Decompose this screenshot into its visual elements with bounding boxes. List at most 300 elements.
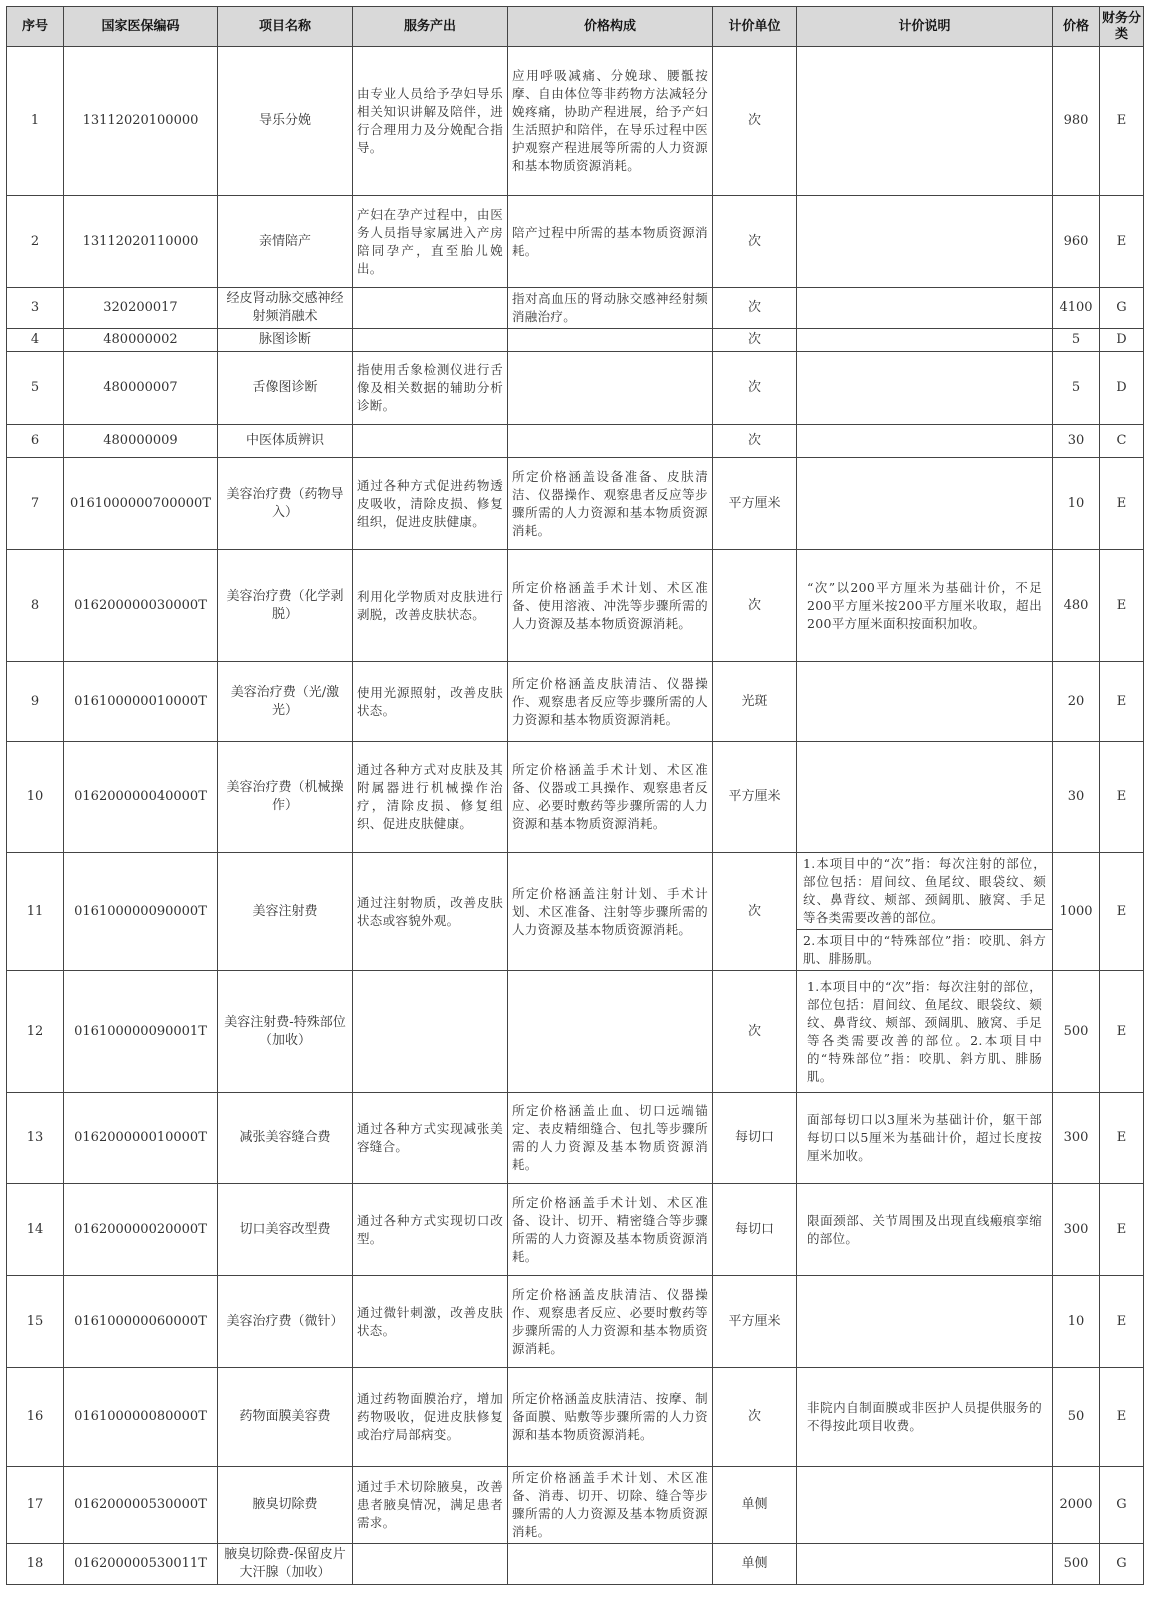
cell-category	[1100, 352, 1144, 425]
cell-idx	[7, 329, 64, 352]
cell-output	[353, 196, 508, 288]
cell-price	[1053, 288, 1100, 329]
cell-idx-text: 7	[30, 495, 40, 511]
cell-category	[1100, 1276, 1144, 1368]
cell-category	[1100, 853, 1144, 971]
cell-composition-text: 所定价格涵盖注射计划、手术计划、术区准备、注射等步骤所需的人力资源及基本物质资源消耗。	[512, 885, 708, 937]
cell-composition-text: 所定价格涵盖手术计划、术区准备、仪器或工具操作、观察患者反应、必要时敷药等步骤所需的人力资源和基本物质资源消耗。	[512, 762, 708, 831]
table-header-row	[7, 7, 1144, 47]
cell-unit	[713, 288, 797, 329]
cell-price	[1053, 458, 1100, 550]
cell-category-text: E	[1116, 113, 1127, 128]
cell-note	[797, 352, 1053, 425]
cell-name	[218, 742, 353, 853]
cell-unit	[713, 971, 797, 1093]
cell-idx-text: 16	[26, 1409, 44, 1424]
cell-code	[64, 1368, 218, 1467]
cell-note	[797, 1544, 1053, 1585]
cell-price	[1053, 47, 1100, 196]
cell-category-text: G	[1116, 1556, 1127, 1571]
header-price: 价格	[1053, 7, 1100, 47]
cell-code	[64, 550, 218, 662]
cell-output	[353, 1093, 508, 1184]
cell-output-text: 通过各种方式实现减张美容缝合。	[357, 1121, 503, 1154]
table-row	[7, 196, 1144, 288]
cell-category-text: E	[1116, 1313, 1127, 1329]
cell-price	[1053, 1544, 1100, 1585]
cell-output	[353, 971, 508, 1093]
cell-unit	[713, 1184, 797, 1276]
cell-name-text: 脉图诊断	[258, 332, 311, 347]
cell-price-text: 300	[1063, 1221, 1089, 1237]
cell-composition-text: 所定价格涵盖止血、切口远端锚定、表皮精细缝合、包扎等步骤所需的人力资源及基本物质资源消耗。	[512, 1103, 708, 1172]
cell-composition-text: 所定价格涵盖皮肤清洁、按摩、制备面膜、贴敷等步骤所需的人力资源和基本物质资源消耗。	[512, 1391, 708, 1442]
cell-note	[797, 47, 1053, 196]
cell-output	[353, 352, 508, 425]
cell-output	[353, 1276, 508, 1368]
cell-unit	[713, 458, 797, 550]
cell-name	[218, 550, 353, 662]
cell-idx-text: 15	[26, 1313, 44, 1329]
cell-note	[797, 425, 1053, 458]
cell-code-text: 016100000090001T	[74, 1023, 207, 1039]
cell-price-text: 960	[1063, 233, 1089, 249]
cell-composition	[508, 1276, 713, 1368]
cell-idx	[7, 1368, 64, 1467]
cell-composition	[508, 196, 713, 288]
cell-idx	[7, 550, 64, 662]
cell-output	[353, 288, 508, 329]
cell-unit	[713, 329, 797, 352]
cell-unit	[713, 662, 797, 742]
cell-name	[218, 1184, 353, 1276]
cell-code-text: 480000007	[103, 380, 178, 395]
table-row	[7, 1093, 1144, 1184]
cell-category	[1100, 971, 1144, 1093]
cell-code	[64, 742, 218, 853]
cell-code	[64, 1184, 218, 1276]
cell-unit	[713, 352, 797, 425]
cell-output	[353, 425, 508, 458]
cell-price	[1053, 425, 1100, 458]
cell-code	[64, 458, 218, 550]
cell-idx-text: 12	[26, 1023, 44, 1039]
cell-unit	[713, 1276, 797, 1368]
note-text: 1.本项目中的“次”指：每次注射的部位，部位包括：眉间纹、鱼尾纹、眼袋纹、颏纹、鼻背纹、颊部、颈阔肌、腋窝、手足等各类需要改善的部位。2.本项目中的“特殊部位”指：咬肌、斜方肌、腓肠肌。	[807, 978, 1042, 1084]
cell-category-text: E	[1116, 233, 1127, 249]
cell-price-text: 980	[1063, 113, 1089, 128]
table-row	[7, 425, 1144, 458]
cell-note	[797, 196, 1053, 288]
cell-category-text: E	[1116, 1130, 1127, 1145]
cell-code-text: 016100000090000T	[74, 903, 207, 919]
cell-price-text: 480	[1063, 597, 1089, 613]
cell-composition	[508, 288, 713, 329]
cell-category-text: G	[1116, 300, 1127, 315]
cell-output-text: 利用化学物质对皮肤进行剥脱，改善皮肤状态。	[357, 588, 503, 622]
cell-name	[218, 1467, 353, 1544]
table-row	[7, 1368, 1144, 1467]
cell-idx-text: 6	[30, 433, 40, 448]
cell-idx-text: 18	[26, 1556, 44, 1571]
cell-name-text: 美容注射费-特殊部位（加收）	[224, 1014, 346, 1048]
cell-code-text: 016200000530011T	[74, 1556, 207, 1571]
cell-code	[64, 288, 218, 329]
table-row	[7, 1467, 1144, 1544]
cell-composition	[508, 1184, 713, 1276]
cell-category-text: E	[1116, 1221, 1127, 1237]
cell-category	[1100, 288, 1144, 329]
cell-output-text: 由专业人员给予孕妇导乐相关知识讲解及陪伴，进行合理用力及分娩配合指导。	[357, 86, 503, 155]
cell-code-text: 016200000020000T	[74, 1221, 207, 1237]
cell-unit-text: 每切口	[734, 1221, 774, 1237]
cell-idx-text: 11	[26, 903, 44, 919]
cell-idx	[7, 742, 64, 853]
cell-category-text: E	[1116, 903, 1127, 919]
header-unit: 计价单位	[713, 7, 797, 47]
cell-category	[1100, 425, 1144, 458]
cell-code-text: 13112020100000	[82, 113, 199, 128]
header-code: 国家医保编码	[64, 7, 218, 47]
cell-category	[1100, 1093, 1144, 1184]
cell-output	[353, 550, 508, 662]
cell-price-text: 20	[1067, 693, 1085, 709]
cell-price	[1053, 662, 1100, 742]
cell-name-text: 腋臭切除费-保留皮片大汗腺（加收）	[224, 1547, 346, 1580]
cell-name	[218, 425, 353, 458]
cell-idx	[7, 196, 64, 288]
cell-idx	[7, 1093, 64, 1184]
cell-price	[1053, 1184, 1100, 1276]
cell-category-text: E	[1116, 1409, 1127, 1424]
cell-composition	[508, 329, 713, 352]
cell-code	[64, 1093, 218, 1184]
cell-composition-text: 所定价格涵盖手术计划、术区准备、使用溶液、冲洗等步骤所需的人力资源及基本物质资源消耗。	[512, 579, 708, 631]
cell-output-text: 通过各种方式对皮肤及其附属器进行机械操作治疗，清除皮损、修复组织、促进皮肤健康。	[357, 762, 503, 831]
cell-composition-text: 应用呼吸减痛、分娩球、腰骶按摩、自由体位等非药物方法减轻分娩疼痛，协助产程进展，给予产妇生活照护和陪伴，在导乐过程中医护观察产程进展等所需的人力资源和基本物质资源消耗。	[512, 68, 708, 173]
cell-category-text: C	[1116, 433, 1127, 448]
note-text: “次”以200平方厘米为基础计价，不足200平方厘米按200平方厘米收取，超出200平方厘米面积按面积加收。	[807, 579, 1042, 631]
cell-price-text: 5	[1071, 380, 1081, 395]
cell-unit	[713, 1544, 797, 1585]
table-row	[7, 1184, 1144, 1276]
cell-unit	[713, 196, 797, 288]
cell-price-text: 30	[1067, 789, 1085, 804]
cell-composition-text: 所定价格涵盖皮肤清洁、仪器操作、观察患者反应等步骤所需的人力资源和基本物质资源消耗。	[512, 675, 708, 727]
cell-note	[797, 458, 1053, 550]
cell-price	[1053, 352, 1100, 425]
cell-code-text: 016100000080000T	[74, 1409, 207, 1424]
cell-composition	[508, 352, 713, 425]
cell-name-text: 舌像图诊断	[252, 380, 318, 395]
cell-note	[797, 853, 1053, 971]
cell-code-text: 016200000030000T	[74, 597, 207, 613]
cell-output	[353, 1184, 508, 1276]
header-output: 服务产出	[353, 7, 508, 47]
cell-note	[797, 1093, 1053, 1184]
cell-note	[797, 1276, 1053, 1368]
cell-code	[64, 1467, 218, 1544]
cell-name-text: 导乐分娩	[258, 113, 311, 128]
cell-unit-text: 平方厘米	[728, 789, 781, 804]
cell-idx	[7, 1467, 64, 1544]
cell-unit-text: 次	[747, 433, 761, 448]
cell-price-text: 2000	[1059, 1497, 1093, 1512]
cell-code	[64, 425, 218, 458]
cell-unit	[713, 47, 797, 196]
cell-category-text: E	[1116, 789, 1127, 804]
cell-name	[218, 458, 353, 550]
cell-price	[1053, 742, 1100, 853]
cell-category	[1100, 742, 1144, 853]
cell-category	[1100, 550, 1144, 662]
cell-name-text: 美容治疗费（光/激光）	[230, 684, 340, 718]
cell-unit-text: 平方厘米	[728, 1313, 781, 1329]
cell-category-text: E	[1116, 597, 1127, 613]
note-text: 面部每切口以3厘米为基础计价，躯干部每切口以5厘米为基础计价，超过长度按厘米加收。	[807, 1112, 1042, 1163]
cell-idx-text: 10	[26, 789, 44, 804]
cell-composition-text: 所定价格涵盖设备准备、皮肤清洁、仪器操作、观察患者反应等步骤所需的人力资源和基本物质资源消耗。	[512, 468, 708, 538]
cell-note	[797, 1368, 1053, 1467]
cell-name	[218, 329, 353, 352]
cell-output-text: 通过微针刺激，改善皮肤状态。	[357, 1304, 503, 1338]
cell-output-text: 使用光源照射，改善皮肤状态。	[357, 684, 503, 718]
cell-price	[1053, 550, 1100, 662]
cell-composition-text: 陪产过程中所需的基本物质资源消耗。	[512, 224, 708, 258]
cell-code	[64, 1544, 218, 1585]
cell-price	[1053, 1368, 1100, 1467]
note-text: 2.本项目中的“特殊部位”指：咬肌、斜方肌、腓肠肌。	[797, 929, 1052, 970]
cell-category	[1100, 662, 1144, 742]
cell-price	[1053, 1276, 1100, 1368]
cell-unit-text: 单侧	[741, 1556, 768, 1571]
cell-output-text: 通过各种方式促进药物透皮吸收，清除皮损、修复组织，促进皮肤健康。	[357, 477, 503, 529]
cell-category	[1100, 196, 1144, 288]
cell-unit	[713, 853, 797, 971]
cell-unit-text: 次	[747, 597, 761, 613]
cell-code	[64, 196, 218, 288]
table-row	[7, 971, 1144, 1093]
cell-name-text: 美容注射费	[252, 903, 318, 919]
cell-idx	[7, 288, 64, 329]
cell-note	[797, 662, 1053, 742]
cell-price	[1053, 1467, 1100, 1544]
note-text: 1.本项目中的“次”指：每次注射的部位，部位包括：眉间纹、鱼尾纹、眼袋纹、颏纹、鼻背纹、颊部、颈阔肌、腋窝、手足等各类需要改善的部位。	[803, 856, 1046, 925]
cell-composition	[508, 425, 713, 458]
cell-price-text: 10	[1067, 495, 1085, 511]
cell-output	[353, 1544, 508, 1585]
cell-category	[1100, 1184, 1144, 1276]
cell-price	[1053, 196, 1100, 288]
cell-output-text: 通过各种方式实现切口改型。	[357, 1212, 503, 1246]
cell-output	[353, 329, 508, 352]
cell-note	[797, 971, 1053, 1093]
cell-code-text: 13112020110000	[82, 233, 199, 249]
cell-output	[353, 458, 508, 550]
cell-name-text: 药物面膜美容费	[239, 1409, 331, 1424]
cell-unit-text: 次	[747, 1409, 761, 1424]
cell-unit-text: 次	[747, 332, 761, 347]
cell-code-text: 480000002	[103, 332, 178, 347]
cell-output	[353, 1467, 508, 1544]
cell-code-text: 0161000000700000T	[69, 495, 211, 511]
table-row	[7, 47, 1144, 196]
cell-price-text: 50	[1067, 1409, 1085, 1424]
cell-composition-text: 所定价格涵盖皮肤清洁、仪器操作、观察患者反应、必要时敷药等步骤所需的人力资源和基本物质资源消耗。	[512, 1286, 708, 1356]
header-idx: 序号	[7, 7, 64, 47]
cell-unit-text: 平方厘米	[728, 495, 781, 511]
table-row	[7, 742, 1144, 853]
cell-unit-text: 次	[747, 113, 761, 128]
cell-name-text: 美容治疗费（药物导入）	[226, 486, 344, 520]
price-list-table	[6, 6, 1144, 1585]
note-text: 限面颈部、关节周围及出现直线瘢痕挛缩的部位。	[807, 1212, 1042, 1246]
cell-code-text: 016100000010000T	[74, 693, 207, 709]
header-name: 项目名称	[218, 7, 353, 47]
cell-unit	[713, 550, 797, 662]
cell-composition	[508, 1093, 713, 1184]
cell-composition	[508, 458, 713, 550]
cell-code-text: 016200000010000T	[74, 1130, 207, 1145]
table-row	[7, 288, 1144, 329]
cell-code	[64, 47, 218, 196]
cell-unit-text: 单侧	[741, 1497, 768, 1512]
cell-output	[353, 47, 508, 196]
cell-price-text: 1000	[1059, 903, 1093, 919]
cell-unit	[713, 742, 797, 853]
cell-output-text: 指使用舌象检测仪进行舌像及相关数据的辅助分析诊断。	[357, 362, 503, 413]
cell-category-text: E	[1116, 1023, 1127, 1039]
cell-category-text: D	[1116, 332, 1127, 347]
cell-composition	[508, 742, 713, 853]
cell-note	[797, 550, 1053, 662]
cell-idx-text: 2	[30, 233, 40, 249]
cell-price	[1053, 1093, 1100, 1184]
cell-name	[218, 662, 353, 742]
table-row	[7, 1276, 1144, 1368]
cell-composition-text: 所定价格涵盖手术计划、术区准备、消毒、切开、切除、缝合等步骤所需的人力资源及基本物质资源消耗。	[512, 1470, 708, 1539]
cell-output	[353, 1368, 508, 1467]
cell-idx	[7, 1544, 64, 1585]
cell-code-text: 016200000040000T	[74, 789, 207, 804]
cell-composition	[508, 1368, 713, 1467]
cell-idx-text: 17	[26, 1497, 44, 1512]
cell-composition	[508, 853, 713, 971]
cell-name	[218, 1093, 353, 1184]
cell-name-text: 美容治疗费（化学剥脱）	[226, 588, 344, 622]
cell-idx	[7, 1184, 64, 1276]
cell-code	[64, 329, 218, 352]
cell-name	[218, 352, 353, 425]
cell-output	[353, 742, 508, 853]
cell-composition-text: 指对高血压的肾动脉交感神经射频消融治疗。	[512, 291, 708, 324]
cell-idx-text: 5	[30, 380, 40, 395]
cell-note	[797, 742, 1053, 853]
cell-note	[797, 1184, 1053, 1276]
cell-note	[797, 329, 1053, 352]
cell-name-text: 亲情陪产	[258, 233, 311, 249]
cell-idx	[7, 853, 64, 971]
cell-name-text: 减张美容缝合费	[239, 1130, 331, 1145]
cell-category	[1100, 47, 1144, 196]
cell-unit-text: 每切口	[734, 1130, 774, 1145]
cell-name-text: 腋臭切除费	[252, 1497, 318, 1512]
cell-name-text: 切口美容改型费	[239, 1221, 331, 1237]
cell-category-text: E	[1116, 693, 1127, 709]
cell-note	[797, 1467, 1053, 1544]
cell-unit-text: 次	[747, 233, 761, 249]
cell-composition-text: 所定价格涵盖手术计划、术区准备、设计、切开、精密缝合等步骤所需的人力资源及基本物质资源消耗。	[512, 1194, 708, 1264]
cell-name-text: 美容治疗费（机械操作）	[226, 780, 344, 813]
cell-name	[218, 196, 353, 288]
cell-idx-text: 3	[30, 300, 40, 315]
table-row	[7, 352, 1144, 425]
cell-unit	[713, 1093, 797, 1184]
cell-idx-text: 4	[30, 332, 40, 347]
cell-price-text: 10	[1067, 1313, 1085, 1329]
cell-code-text: 016200000530000T	[74, 1497, 207, 1512]
cell-unit	[713, 425, 797, 458]
cell-category	[1100, 1368, 1144, 1467]
cell-price	[1053, 971, 1100, 1093]
cell-name	[218, 971, 353, 1093]
cell-idx-text: 1	[30, 113, 40, 128]
cell-unit	[713, 1368, 797, 1467]
cell-category-text: D	[1116, 380, 1127, 395]
cell-composition	[508, 1544, 713, 1585]
cell-price-text: 500	[1063, 1023, 1089, 1039]
cell-composition	[508, 1467, 713, 1544]
cell-name	[218, 1276, 353, 1368]
cell-code	[64, 971, 218, 1093]
cell-unit-text: 次	[747, 903, 761, 919]
cell-composition	[508, 662, 713, 742]
cell-note	[797, 288, 1053, 329]
header-composition: 价格构成	[508, 7, 713, 47]
cell-category	[1100, 1467, 1144, 1544]
cell-name-text: 中医体质辨识	[245, 433, 324, 448]
cell-price-text: 5	[1071, 332, 1081, 347]
cell-code-text: 480000009	[103, 433, 178, 448]
cell-category	[1100, 458, 1144, 550]
cell-output-text: 通过药物面膜治疗，增加药物吸收，促进皮肤修复或治疗局部病变。	[357, 1391, 503, 1442]
cell-idx	[7, 47, 64, 196]
cell-name-text: 美容治疗费（微针）	[226, 1313, 344, 1329]
cell-unit-text: 次	[747, 300, 761, 315]
cell-code	[64, 662, 218, 742]
cell-unit-text: 次	[747, 1023, 761, 1039]
cell-category	[1100, 329, 1144, 352]
cell-category	[1100, 1544, 1144, 1585]
cell-output-text: 通过手术切除腋臭，改善患者腋臭情况，满足患者需求。	[357, 1479, 503, 1530]
cell-idx	[7, 662, 64, 742]
cell-output-text: 产妇在孕产过程中，由医务人员指导家属进入产房陪同孕产，直至胎儿娩出。	[357, 206, 503, 276]
cell-code-text: 320200017	[103, 300, 178, 315]
table-row	[7, 1544, 1144, 1585]
cell-idx	[7, 425, 64, 458]
header-category: 财务分类	[1100, 7, 1144, 47]
cell-output	[353, 853, 508, 971]
cell-name-text: 经皮肾动脉交感神经射频消融术	[226, 291, 344, 324]
cell-unit	[713, 1467, 797, 1544]
cell-idx-text: 13	[26, 1130, 44, 1145]
cell-price-text: 300	[1063, 1130, 1089, 1145]
cell-price-text: 30	[1067, 433, 1085, 448]
cell-code	[64, 1276, 218, 1368]
cell-unit-text: 次	[747, 380, 761, 395]
cell-price-text: 500	[1063, 1556, 1089, 1571]
cell-price-text: 4100	[1059, 300, 1093, 315]
